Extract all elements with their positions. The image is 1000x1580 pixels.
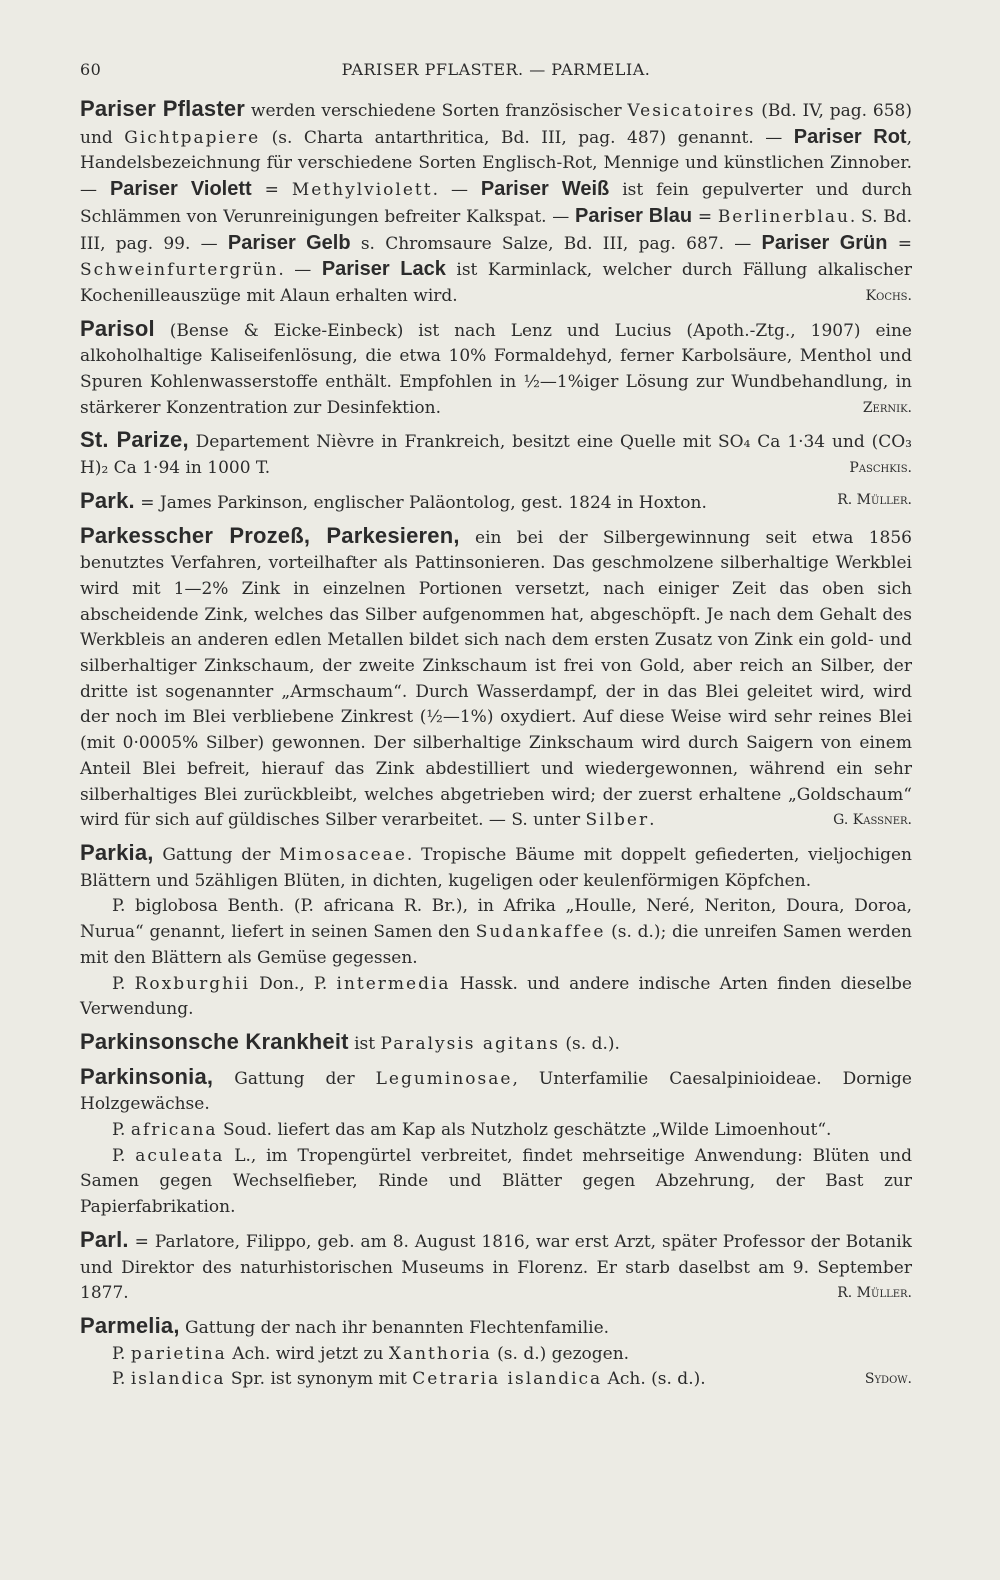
entry-text: P.: [112, 1343, 131, 1364]
entry-text: Gattung der nach ihr benannten Flechtenfamilie.: [179, 1317, 610, 1338]
spaced-term: islandica: [130, 1369, 226, 1390]
entry-text: . —: [278, 260, 322, 281]
spaced-term: Mimosaceae: [279, 844, 407, 865]
headword: Parmelia,: [80, 1312, 180, 1338]
entry-parmelia: [80, 1313, 912, 1393]
entry-text: =: [692, 206, 718, 227]
entry-text: , Unterfamilie Caesalpinioideae. Dornige Holzgewächse.: [80, 1068, 912, 1115]
entry-text: ist: [348, 1033, 381, 1054]
species-paragraph: [80, 1118, 912, 1144]
species-paragraph: [80, 1342, 912, 1368]
entry-text: ist Karminlack, welcher durch Fällung alkalischer Kochenilleauszüge mit Alaun erhalten wird.: [80, 260, 912, 306]
entry-text: ein bei der Silbergewinnung seit etwa 1856 benutztes Verfahren, vorteilhafter als Pattinsonieren. Das geschmolzene silberhaltige Werkblei wird mit 1—2% Zink in einzelnen Portionen versetzt, nach einiger Zeit das oben sich abscheidende Zink, welches das Silber aufgenommen hat, abgeschöpft. Je nach dem Gehalt des Werkbleis an anderen edlen Metallen bildet sich nach dem ersten Zusatz von Zink ein gold- und silberhaltiger Zinkschaum, der zweite Zinkschaum ist frei von Gold, aber reich an Silber, der dritte ist sogenannter „Armschaum“. Durch Wasserdampf, der in das Blei geleitet wird, wird der noch im Blei verbliebene Zinkrest (½—1%) oxydiert. Auf diese Weise wird sehr reines Blei (mit 0·0005% Silber) gewonnen. Der silberhaltige Zinkschaum wird durch Saigern von einem Anteil Blei befreit, hierauf das Zink abdestilliert und wiedergewonnen, während ein sehr silberhaltiges Blei zurückbleibt, welches abgetrieben wird; der zuerst erhaltene „Goldschaum“ wird für sich auf güldisches Silber verarbeitet. — S. unter: [80, 527, 912, 831]
entry-text: Gattung der: [153, 844, 280, 865]
entry-text: ist fein gepulverter und durch Schlämmen von Verunreinigungen befreiter Kalkspat. —: [80, 180, 913, 227]
entry-text: werden verschiedene Sorten französischer: [245, 101, 628, 121]
entry-text: P.: [112, 1369, 131, 1390]
entry-text: . Tropische Bäume mit doppelt gefiederten, vieljochigen Blättern und 5zähligen Blüten, in dichten, kugeligen oder keulenförmigen Köpfchen.: [80, 844, 912, 891]
spaced-term: Methylviolett: [291, 180, 433, 201]
spaced-term: Cetraria islandica: [412, 1369, 603, 1390]
spaced-term: africana: [130, 1120, 218, 1141]
entry-parl: [80, 1227, 912, 1307]
headword: Parkinsonsche Krankheit: [80, 1028, 349, 1054]
spaced-term: aculeata: [135, 1145, 225, 1166]
species-paragraph: [80, 1144, 912, 1221]
entry-text: Spr. ist synonym mit: [225, 1369, 413, 1390]
author-signature: Kochs.: [865, 287, 912, 304]
entry-text: (s. Charta antarthritica, Bd. III, pag. 487) genannt. —: [260, 127, 794, 148]
entry-text: = James Parkinson, englischer Paläontolog, gest. 1824 in Hoxton.: [134, 492, 707, 513]
headword: Park.: [80, 487, 135, 513]
entry-text: (Bense & Eicke-Einbeck) ist nach Lenz und Lucius (Apoth.-Ztg., 1907) eine alkoholhaltige Kaliseifenlösung, die etwa 10% Formaldehyd, ferner Karbolsäure, Menthol und Spuren Kohlenwasserstoffe enthält. Empfohlen in ½—1%iger Lösung zur Wundbehandlung, in stärkerer Konzentration zur Desinfektion.: [80, 320, 912, 418]
entry-text: Ach. (s. d.).: [602, 1369, 706, 1390]
entry-text: Soud. liefert das am Kap als Nutzholz geschätzte „Wilde Limoenhout“.: [217, 1120, 832, 1141]
entry-text: P. biglobosa Benth. (P. africana R. Br.), in Afrika „Houlle, Neré, Neriton, Doura, Doroa, Nurua“ genannt, liefert in seinen Samen den: [80, 896, 912, 943]
spaced-term: intermedia: [336, 973, 451, 994]
spaced-term: Xanthoria: [388, 1343, 492, 1364]
page-header: [80, 60, 912, 84]
entry-text: s. Chromsaure Salze, Bd. III, pag. 687. —: [350, 233, 762, 254]
entry-pariser-pflaster: [80, 96, 912, 310]
species-paragraph: [80, 1367, 912, 1393]
entry-text: . —: [432, 180, 481, 201]
sub-headword: Pariser Weiß: [480, 178, 610, 201]
spaced-term: Sudankaffee: [475, 922, 606, 943]
entry-text: = Parlatore, Filippo, geb. am 8. August 1816, war erst Arzt, später Professor der Botanik und Direktor des naturhistorischen Museums in Florenz. Er starb daselbst am 9. September 1877.: [80, 1231, 912, 1304]
headword: St. Parize,: [80, 427, 189, 453]
spaced-term: Leguminosae: [375, 1068, 513, 1089]
spaced-term: Vesicatoires: [627, 101, 756, 121]
running-title: PARISER PFLASTER. — PARMELIA.: [341, 60, 651, 79]
entry-text: . S. Bd. III, pag. 99. —: [80, 206, 912, 254]
entry-text: =: [887, 233, 912, 254]
spaced-term: Berlinerblau: [717, 206, 850, 227]
sub-headword: Pariser Lack: [321, 258, 446, 281]
entry-text: (Bd. IV, pag. 658) und: [80, 101, 913, 148]
headword: Parkia,: [80, 839, 154, 865]
entry-parkinsonsche-krankheit: [80, 1029, 912, 1058]
entry-st-parize: [80, 427, 912, 481]
entry-text: (s. d.) gezogen.: [491, 1343, 630, 1364]
author-signature: Paschkis.: [849, 460, 912, 477]
headword: Pariser Pflaster: [80, 96, 246, 121]
spaced-term: Paralysis agitans: [380, 1033, 561, 1054]
headword: Parl.: [80, 1226, 129, 1252]
entry-text: P.: [112, 973, 135, 994]
entry-text: P.: [112, 1145, 136, 1166]
page-body: [80, 96, 912, 1394]
spaced-term: Gichtpapiere: [124, 127, 261, 148]
entry-text: =: [251, 180, 292, 201]
headword: Parkesscher Prozeß, Parkesieren,: [80, 522, 460, 548]
headword: Parisol: [80, 315, 155, 341]
sub-headword: Pariser Violett: [109, 178, 252, 201]
entry-parkinsonia: [80, 1064, 912, 1221]
headword: Parkinsonia,: [80, 1063, 214, 1089]
entry-text: Ach. wird jetzt zu: [226, 1343, 389, 1364]
species-paragraph: [80, 894, 912, 971]
author-signature: G. Kassner.: [833, 812, 912, 829]
species-paragraph: [80, 972, 912, 1023]
page-number: 60: [80, 60, 102, 79]
entry-text: (s. d.).: [560, 1033, 620, 1054]
spaced-term: Roxburghii: [134, 973, 250, 994]
entry-text: (s. d.); die unreifen Samen werden mit den Blättern als Gemüse gegessen.: [80, 922, 913, 968]
entry-text: .: [649, 810, 655, 831]
spaced-term: Schweinfurtergrün: [80, 260, 279, 281]
entry-parkesscher-prozess: [80, 523, 912, 834]
sub-headword: Pariser Rot: [793, 125, 907, 148]
sub-headword: Pariser Blau: [575, 204, 693, 227]
author-signature: Zernik.: [862, 399, 912, 416]
sub-headword: Pariser Grün: [761, 231, 888, 254]
spaced-term: Silber: [585, 810, 650, 831]
entry-parisol: [80, 316, 912, 422]
entry-text: Gattung der: [213, 1068, 376, 1089]
spaced-term: parietina: [130, 1343, 227, 1364]
entry-text: , Handelsbezeichnung für verschiedene Sorten Englisch-Rot, Mennige und künstlichen Zinnober. —: [80, 127, 912, 201]
entry-text: Don., P.: [249, 973, 337, 994]
entry-text: P.: [112, 1120, 131, 1141]
author-signature: R. Müller.: [837, 491, 912, 508]
sub-headword: Pariser Gelb: [227, 231, 351, 254]
author-signature: Sydow.: [864, 1371, 912, 1388]
author-signature: R. Müller.: [837, 1285, 912, 1302]
entry-parkia: [80, 840, 912, 1023]
entry-text: L., im Tropengürtel verbreitet, findet mehrseitige Anwendung: Blüten und Samen gegen Wechselfieber, Rinde und Blätter gegen Abzehrung, der Bast zur Papierfabrikation.: [80, 1145, 912, 1218]
entry-text: Hassk. und andere indische Arten finden dieselbe Verwendung.: [80, 973, 912, 1020]
entry-park: [80, 488, 912, 517]
entry-text: Departement Nièvre in Frankreich, besitzt eine Quelle mit SO₄ Ca 1·34 und (CO₃ H)₂ Ca 1·94 in 1000 T.: [80, 432, 912, 479]
